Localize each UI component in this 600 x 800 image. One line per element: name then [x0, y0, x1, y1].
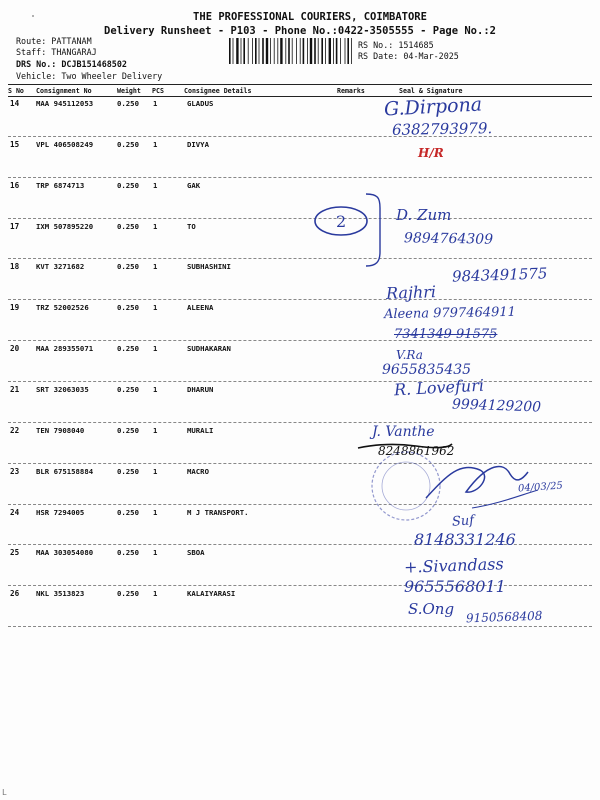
- row-consignment-no: BLR 675158884: [36, 466, 94, 476]
- row-weight: 0.250: [117, 589, 139, 599]
- row-pcs: 1: [153, 344, 158, 354]
- barcode-bar: [255, 38, 257, 64]
- row-consignment-no: TRZ 52002526: [36, 303, 89, 313]
- company-name: THE PROFESSIONAL COURIERS, COIMBATORE: [193, 11, 427, 23]
- row-consignment-no: HSR 7294005: [36, 507, 85, 517]
- handwritten-signature-sudhakaran: V.Ra: [396, 348, 423, 362]
- header-top-rule: [8, 84, 592, 85]
- row-consignment-no: NKL 3513823: [36, 589, 85, 599]
- row-pcs: 1: [153, 466, 158, 476]
- barcode-bar: [236, 38, 238, 64]
- barcode-bar: [329, 38, 331, 64]
- barcode-bar: [310, 38, 312, 64]
- handwritten-signature-sboa: +.Sivandass: [403, 554, 504, 577]
- row-sno: 20: [10, 344, 20, 354]
- row-consignment-no: SRT 32063035: [36, 384, 89, 394]
- row-weight: 0.250: [117, 139, 139, 149]
- row-consignment-no: VPL 406508249: [36, 139, 94, 149]
- handwritten-phone-gladus: 6382793979.: [391, 119, 493, 139]
- row-pcs: 1: [153, 425, 158, 435]
- drs-label: DRS No.:: [16, 59, 57, 69]
- col-remarks: Remarks: [337, 87, 365, 95]
- row-pcs: 1: [153, 221, 158, 231]
- row-sno: 19: [10, 303, 20, 313]
- row-weight: 0.250: [117, 344, 139, 354]
- row-consignment-no: TRP 6874713: [36, 180, 85, 190]
- row-weight: 0.250: [117, 303, 139, 313]
- row-sno: 17: [10, 221, 20, 231]
- barcode-bar: [274, 38, 275, 64]
- row-divider: [8, 136, 592, 137]
- handwritten-aleena: Aleena 9797464911: [383, 304, 517, 323]
- barcode-bar: [288, 38, 290, 64]
- row-weight: 0.250: [117, 262, 139, 272]
- handwritten-phone-murali: 8248861962: [378, 444, 455, 458]
- row-weight: 0.250: [117, 221, 139, 231]
- row-weight: 0.250: [117, 384, 139, 394]
- row-consignee: SUDHAKARAN: [187, 344, 231, 354]
- handwritten-signature-kalaiyarasi: S.Ong: [408, 600, 455, 618]
- barcode-bar: [325, 38, 326, 64]
- col-seal-signature: Seal & Signature: [399, 87, 463, 95]
- barcode-bar: [333, 38, 334, 64]
- row-consignment-no: KVT 3271682: [36, 262, 85, 272]
- row-consignee: ALEENA: [187, 303, 214, 313]
- handwritten-signature-gladus: G.Dirpona: [383, 93, 483, 121]
- barcode-bar: [233, 38, 234, 64]
- red-initials-mark: H/R: [418, 146, 444, 160]
- barcode-bar: [243, 38, 245, 64]
- barcode-bar: [280, 38, 282, 64]
- handwritten-signature-dharun: R. Lovefuri: [393, 375, 485, 400]
- row-consignee: DHARUN: [187, 384, 214, 394]
- row-sno: 23: [10, 466, 20, 476]
- bracket-mark: [362, 190, 386, 270]
- barcode-bar: [340, 38, 341, 64]
- handwritten-phone-sudhakaran: 9655835435: [382, 362, 472, 378]
- row-consignee: GAK: [187, 180, 201, 190]
- barcode-bar: [345, 38, 346, 64]
- col-sno: S No: [8, 87, 24, 95]
- rs-number: RS No.: 1514685: [358, 40, 434, 50]
- row-pcs: 1: [153, 589, 158, 599]
- row-consignment-no: MAA 303054080: [36, 548, 94, 558]
- row-sno: 18: [10, 262, 20, 272]
- circled-page-number: 2: [336, 212, 347, 231]
- row-consignee: TO: [187, 221, 196, 231]
- row-consignee: SBOA: [187, 548, 205, 558]
- row-pcs: 1: [153, 303, 158, 313]
- row-weight: 0.250: [117, 180, 139, 190]
- handwritten-phone-kalaiyarasi: 9150568408: [465, 608, 543, 626]
- row-sno: 24: [10, 507, 20, 517]
- barcode-bar: [303, 38, 305, 64]
- barcode-bar: [307, 38, 308, 64]
- row-consignee: MURALI: [187, 425, 214, 435]
- col-consignee: Consignee Details: [184, 87, 252, 95]
- row-consignee: SUBHASHINI: [187, 262, 231, 272]
- row-weight: 0.250: [117, 99, 139, 108]
- handwritten-phone-mj: 8148331246: [414, 530, 516, 549]
- drs-value: DCJB151468502: [61, 59, 127, 69]
- row-consignee: M J TRANSPORT.: [187, 507, 249, 517]
- row-consignment-no: TEN 7908040: [36, 425, 85, 435]
- route-label: Route: PATTANAM: [16, 36, 92, 46]
- barcode-bar: [296, 38, 297, 64]
- barcode-bar: [266, 38, 268, 64]
- row-divider: [8, 299, 592, 300]
- row-consignee: MACRO: [187, 466, 209, 476]
- row-divider: [8, 381, 592, 382]
- barcode-bar: [285, 38, 286, 64]
- barcode-bar: [321, 38, 323, 64]
- row-weight: 0.250: [117, 548, 139, 558]
- row-consignment-no: MAA 289355071: [36, 344, 94, 354]
- row-weight: 0.250: [117, 466, 139, 476]
- barcode-bar: [292, 38, 293, 64]
- row-consignee: DIVYA: [187, 139, 209, 149]
- row-sno: 14: [10, 99, 20, 108]
- barcode-bar: [259, 38, 260, 64]
- row-consignee: GLADUS: [187, 99, 214, 108]
- handwritten-phone-dharun: 9994129200: [451, 396, 542, 416]
- row-pcs: 1: [153, 262, 158, 272]
- barcode-bar: [300, 38, 301, 64]
- drs-number: [16, 59, 127, 69]
- handwritten-phone-sboa: 9655568011: [404, 577, 506, 596]
- header-bottom-rule: [8, 96, 592, 97]
- barcode-image: [228, 37, 354, 65]
- row-divider: [8, 258, 592, 259]
- row-sno: 15: [10, 139, 20, 149]
- row-consignment-no: IXM 507895220: [36, 221, 94, 231]
- row-sno: 21: [10, 384, 20, 394]
- barcode-bar: [318, 38, 319, 64]
- barcode-bar: [314, 38, 316, 64]
- row-pcs: 1: [153, 507, 158, 517]
- barcode-bar: [351, 38, 352, 64]
- row-pcs: 1: [153, 139, 158, 149]
- vehicle-label: Vehicle: Two Wheeler Delivery: [16, 71, 163, 81]
- row-pcs: 1: [153, 180, 158, 190]
- staff-label: Staff: THANGARAJ: [16, 47, 97, 57]
- barcode-bar: [229, 38, 231, 64]
- corner-mark: L: [2, 788, 7, 797]
- row-consignment-no: MAA 945112053: [36, 99, 94, 108]
- handwritten-signature-to: D. Zum: [396, 206, 452, 224]
- barcode-bar: [277, 38, 278, 64]
- row-divider: [8, 422, 592, 423]
- barcode-bar: [262, 38, 264, 64]
- row-weight: 0.250: [117, 507, 139, 517]
- row-sno: 25: [10, 548, 20, 558]
- row-divider: [8, 626, 592, 627]
- handwritten-signature-mj: Suf: [451, 513, 475, 530]
- row-weight: 0.250: [117, 425, 139, 435]
- rs-date: RS Date: 04-Mar-2025: [358, 51, 459, 61]
- row-pcs: 1: [153, 384, 158, 394]
- col-consignment: Consignment No: [36, 87, 92, 95]
- row-sno: 26: [10, 589, 20, 599]
- handwritten-signature-subhashini: Rajhri: [385, 282, 437, 303]
- handwritten-date: 04/03/25: [517, 480, 564, 495]
- barcode-bar: [241, 38, 242, 64]
- runsheet-title: Delivery Runsheet - P103 - Phone No.:0422-3505555 - Page No.:2: [104, 25, 496, 37]
- row-pcs: 1: [153, 99, 158, 108]
- barcode-bar: [270, 38, 271, 64]
- barcode-bar: [248, 38, 249, 64]
- handwritten-phone-subhashini: 9843491575: [451, 264, 548, 286]
- row-divider: [8, 340, 592, 341]
- barcode-bar: [336, 38, 338, 64]
- barcode-bar: [252, 38, 253, 64]
- row-divider: [8, 218, 592, 219]
- col-weight: Weight: [117, 87, 141, 95]
- row-pcs: 1: [153, 548, 158, 558]
- row-consignee: KALAIYARASI: [187, 589, 236, 599]
- struck-phone-number: 7341349 91575: [394, 327, 498, 342]
- row-sno: 22: [10, 425, 20, 435]
- col-pcs: PCS: [152, 87, 164, 95]
- row-sno: 16: [10, 180, 20, 190]
- handwritten-phone-to: 9894764309: [403, 230, 494, 248]
- row-divider: [8, 177, 592, 178]
- handwritten-signature-murali: J. Vanthe: [372, 424, 435, 440]
- barcode-bar: [347, 38, 349, 64]
